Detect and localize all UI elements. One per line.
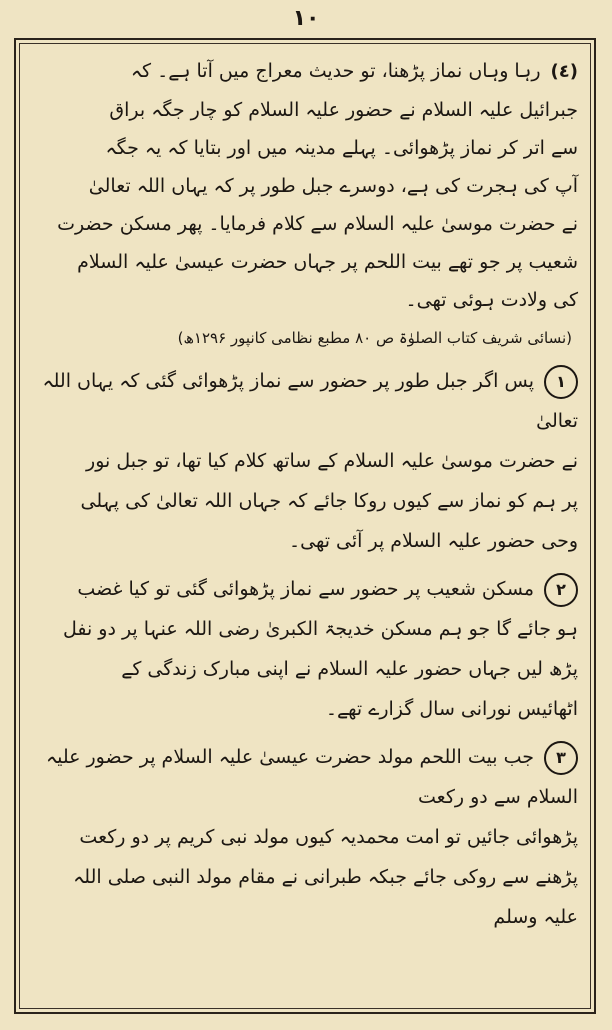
numbered-item-2	[30, 569, 582, 729]
item-1-line-3: پر ہم کو نماز سے کیوں روکا جائے کہ جہاں اللہ تعالیٰ کی پہلی	[80, 490, 578, 512]
item-2-line-2: ہو جائے گا جو ہم مسکن خدیجۃ الکبریٰ رضی اللہ عنہا پر دو نفل	[62, 618, 578, 640]
item-3-line-2: پڑھوائی جائیں تو امت محمدیہ کیوں مولد نبی کریم پر دو رکعت	[79, 826, 578, 848]
item-1-line-2: نے حضرت موسیٰ علیہ السلام کے ساتھ کلام کیا تھا، تو جبل نور	[86, 450, 578, 472]
intro-line-6: شعیب پر جو تھے بیت اللحم پر جہاں حضرت عیسیٰ علیہ السلام	[77, 251, 578, 273]
item-2-line-3: پڑھ لیں جہاں حضور علیہ السلام نے اپنی مبارک زندگی کے	[121, 658, 578, 680]
item-2-line-4: اٹھائیس نورانی سال گزارے تھے۔	[325, 698, 578, 720]
page-content	[30, 52, 582, 1002]
numbered-item-1	[30, 361, 582, 561]
numbered-item-3	[30, 737, 582, 937]
intro-paragraph	[30, 52, 582, 319]
item-1-line-1-text: پس اگر جبل طور پر حضور سے نماز پڑھوائی گئی کہ یہاں اللہ تعالیٰ	[42, 370, 578, 432]
item-2-line-1-text: مسکن شعیب پر حضور سے نماز پڑھوائی گئی تو کیا غضب	[77, 578, 534, 600]
intro-line-1-text: رہا وہاں نماز پڑھنا، تو حدیث معراج میں آتا ہے۔ کہ	[130, 60, 541, 82]
item-3-line-1-text: جب بیت اللحم مولد حضرت عیسیٰ علیہ السلام پر حضور علیہ السلام سے دو رکعت	[45, 746, 578, 808]
intro-line-7: کی ولادت ہوئی تھی۔	[405, 289, 578, 311]
page-number: ۱۰	[292, 6, 320, 31]
item-2-line-1	[34, 569, 578, 609]
item-2-number-badge: ۲	[544, 573, 578, 607]
item-1-line-4: وحی حضور علیہ السلام پر آئی تھی۔	[288, 530, 578, 552]
item-3-line-3: پڑھنے سے روکی جائے جبکہ طبرانی نے مقام مولد النبی صلی اللہ علیہ وسلم	[73, 866, 578, 928]
intro-line-3: سے اتر کر نماز پڑھوائی۔ پہلے مدینہ میں اور بتایا کہ یہ جگہ	[105, 137, 578, 159]
item-1-number-badge: ۱	[544, 365, 578, 399]
intro-line-2: جبرائیل علیہ السلام نے حضور علیہ السلام کو چار جگہ براق	[109, 99, 578, 121]
intro-marker: (٤)	[550, 61, 578, 82]
reference-citation: (نسائی شریف کتاب الصلوٰۃ ص ۸۰ مطبع نظامی کانپور ۱۲۹۶ھ)	[177, 329, 572, 347]
item-1-line-1	[34, 361, 578, 441]
item-3-line-1	[34, 737, 578, 817]
intro-line-5: نے حضرت موسیٰ علیہ السلام سے کلام فرمایا۔ پھر مسکن حضرت	[57, 213, 578, 235]
intro-line-1	[34, 52, 578, 91]
intro-line-4: آپ کی ہجرت کی ہے، دوسرے جبل طور پر کہ یہاں اللہ تعالیٰ	[88, 175, 578, 197]
item-3-number-badge: ۳	[544, 741, 578, 775]
